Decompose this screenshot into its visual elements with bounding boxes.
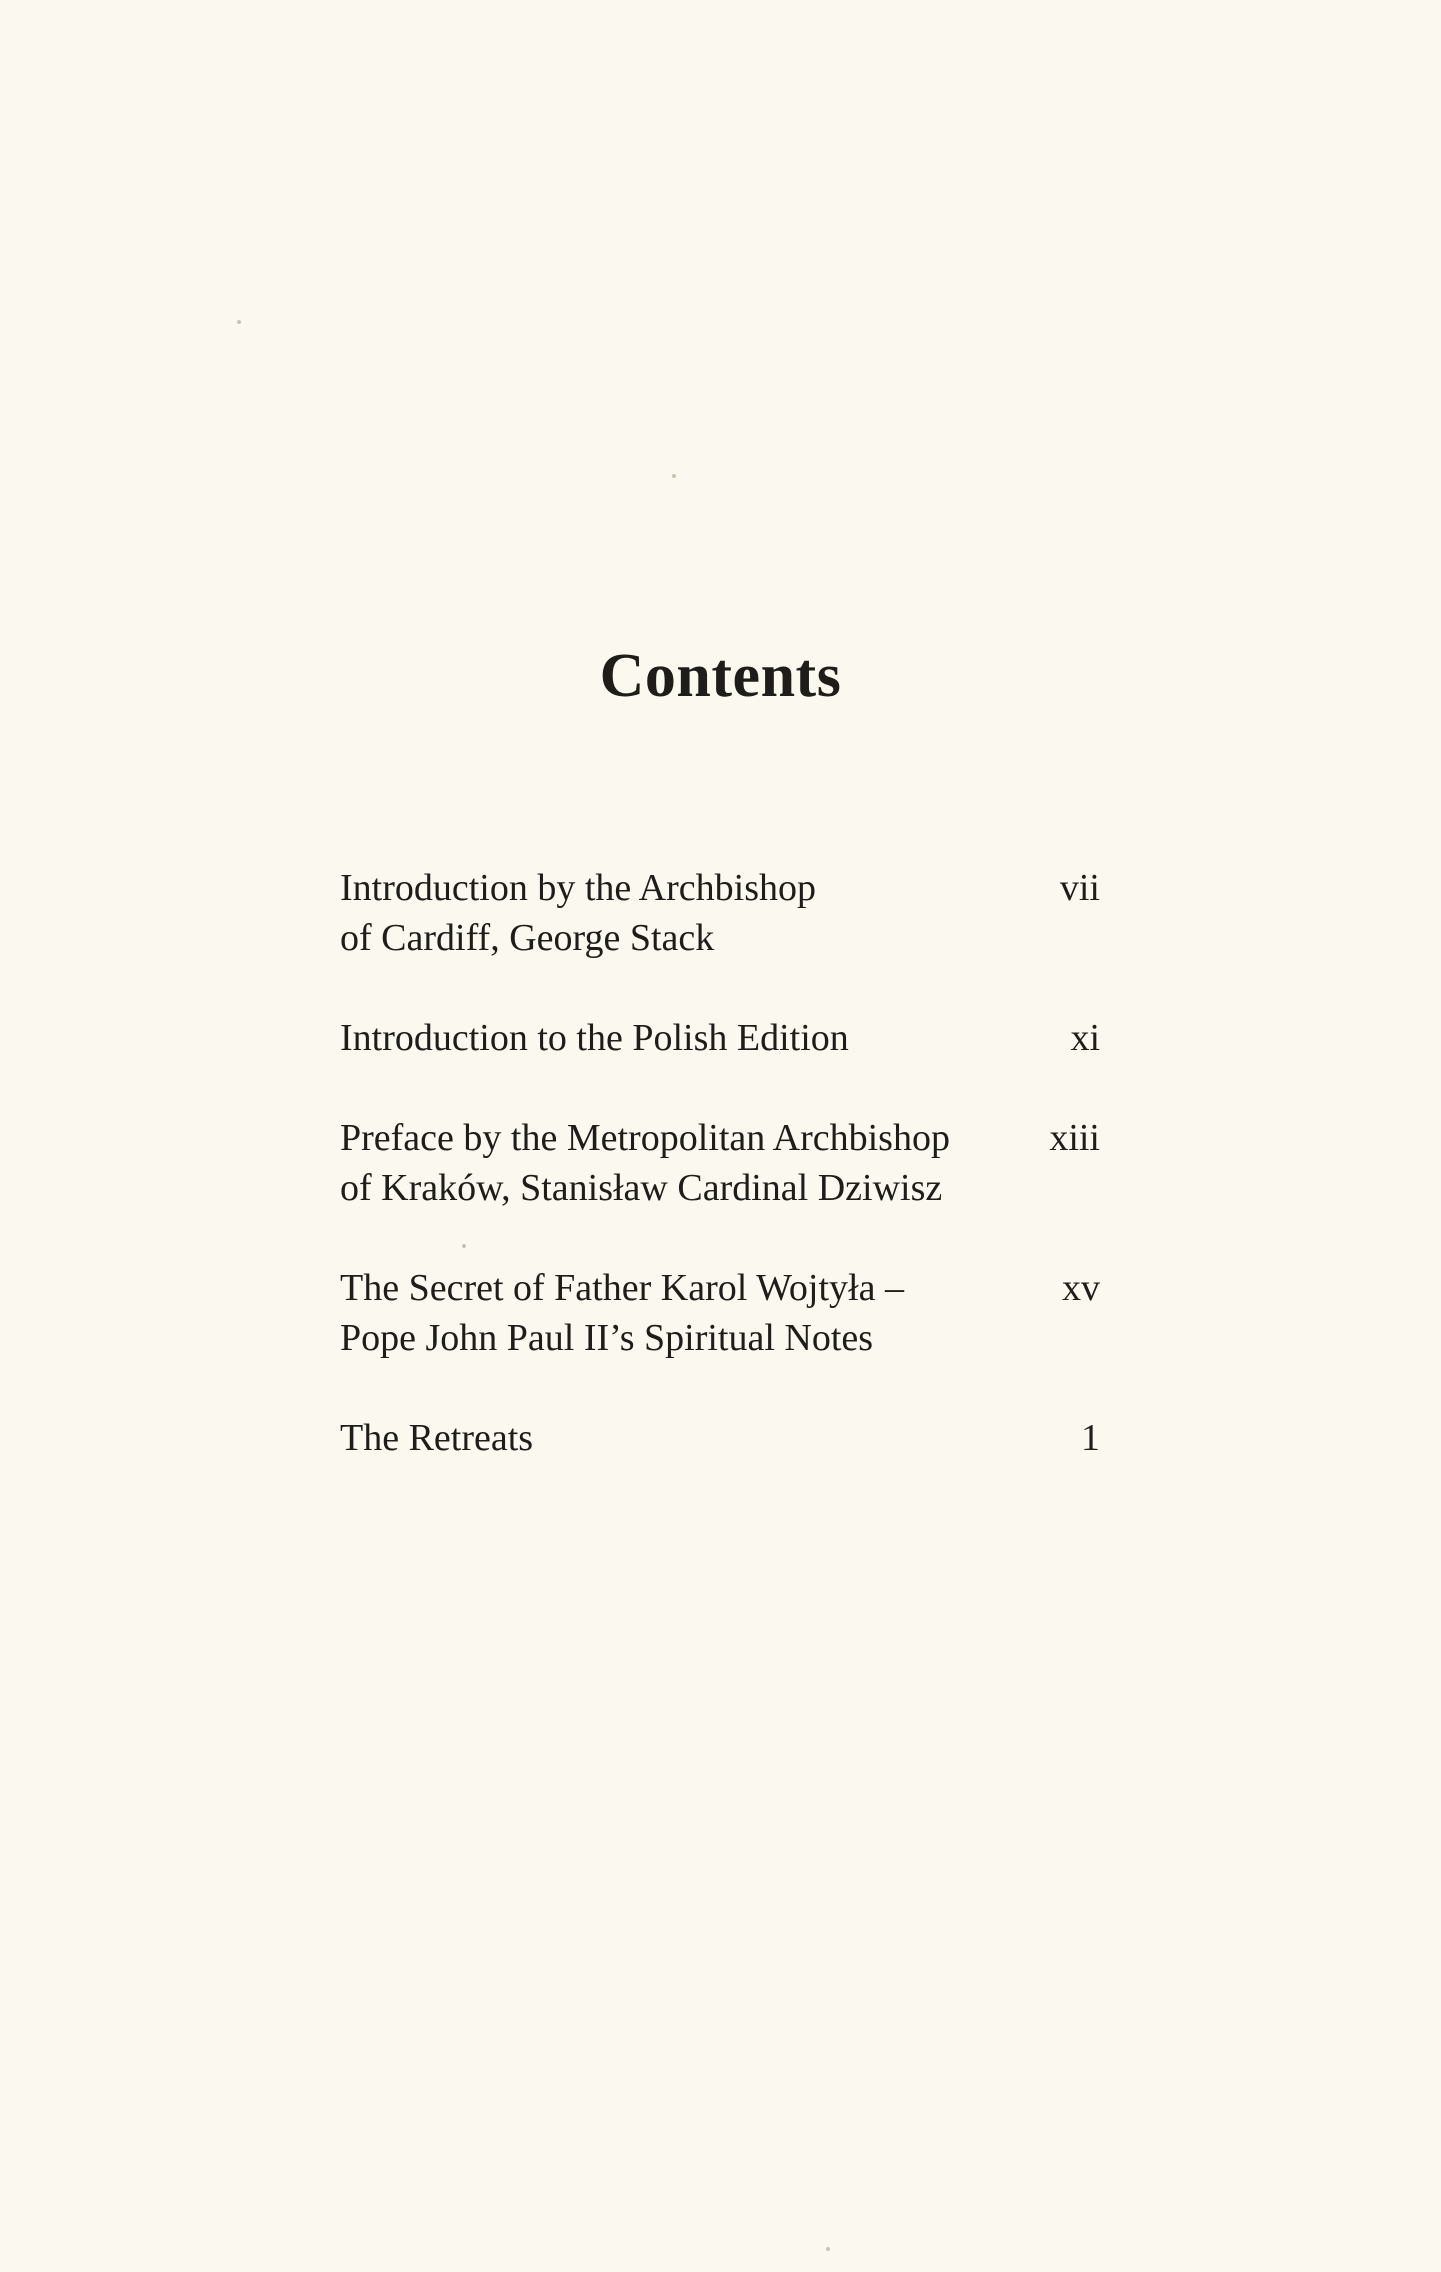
toc-entry-title-line: of Kraków, Stanisław Cardinal Dziwisz [340, 1167, 943, 1209]
toc-entry-page-number: xiii [1049, 1117, 1100, 1159]
toc-entry-title-line: of Cardiff, George Stack [340, 917, 715, 959]
toc-entry-title-line: The Secret of Father Karol Wojtyła – [340, 1267, 904, 1309]
toc-entry-title-line: Introduction by the Archbishop [340, 867, 816, 909]
paper-speck [237, 320, 241, 324]
toc-entry-page-number: xi [1070, 1017, 1100, 1059]
paper-speck [826, 2247, 830, 2251]
toc-entry-title-line: Introduction to the Polish Edition [340, 1017, 849, 1059]
toc-entry-title [340, 1413, 980, 1463]
toc-entry-title [340, 863, 980, 963]
toc-entry-title [340, 1013, 980, 1063]
toc-entry-page-number: xv [1062, 1267, 1100, 1309]
toc-entry-page-number: vii [1059, 867, 1100, 909]
page-title: Contents [599, 641, 842, 710]
toc-entry-title-line: Pope John Paul II’s Spiritual Notes [340, 1317, 874, 1359]
toc-entry-title [340, 1113, 980, 1213]
paper-speck [672, 474, 676, 478]
paper-speck [462, 1244, 466, 1248]
toc-entry-title-line: The Retreats [340, 1417, 534, 1459]
toc-entry-title-line: Preface by the Metropolitan Archbishop [340, 1117, 950, 1159]
toc-entry-title [340, 1263, 980, 1363]
toc-entry-page-number: 1 [1081, 1417, 1100, 1459]
